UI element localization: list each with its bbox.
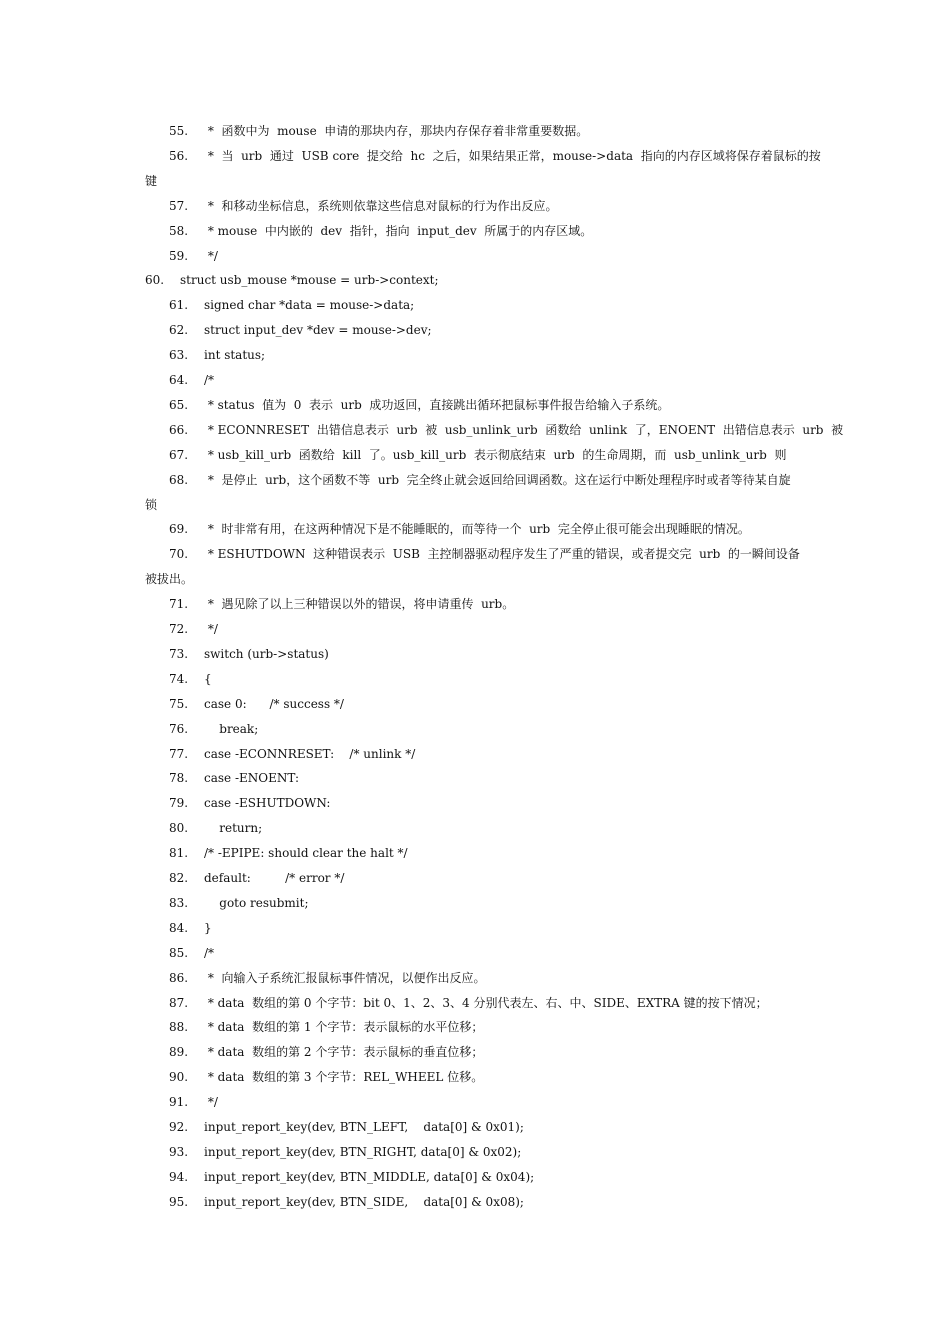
line-number: 87. bbox=[169, 996, 189, 1010]
line-text: return; bbox=[204, 821, 263, 835]
line-number: 57. bbox=[169, 199, 189, 213]
line-text: /* bbox=[204, 946, 215, 960]
line-text: * 向输入子系统汇报鼠标事件情况，以便作出反应。 bbox=[204, 971, 486, 985]
line-number: 65. bbox=[169, 398, 189, 412]
line-number: 90. bbox=[169, 1070, 189, 1084]
line-text: * status 值为 0 表示 urb 成功返回，直接跳出循环把鼠标事件报告给输入子系统。 bbox=[204, 398, 670, 412]
line-text: case -ENOENT: bbox=[204, 771, 299, 785]
line-text: * 是停止 urb，这个函数不等 urb 完全终止就会返回给回调函数。这在运行中断处理程序时或者等待某自旋 bbox=[204, 473, 791, 487]
line-number: 66. bbox=[169, 423, 189, 437]
line-text: input_report_key(dev, BTN_RIGHT, data[0] & 0x02); bbox=[204, 1145, 522, 1159]
line-text: * data 数组的第 2 个字节：表示鼠标的垂直位移； bbox=[204, 1045, 484, 1059]
line-number: 88. bbox=[169, 1020, 189, 1034]
line-number: 69. bbox=[169, 522, 189, 536]
line-number: 86. bbox=[169, 971, 189, 985]
line-number: 95. bbox=[169, 1195, 189, 1209]
line-text: /* bbox=[204, 373, 215, 387]
line-text: * data 数组的第 3 个字节：REL_WHEEL 位移。 bbox=[204, 1070, 484, 1084]
line-text: struct usb_mouse *mouse = urb->context; bbox=[180, 273, 439, 287]
line-number: 94. bbox=[169, 1170, 189, 1184]
line-number: 80. bbox=[169, 821, 189, 835]
line-number: 71. bbox=[169, 597, 189, 611]
line-number: 81. bbox=[169, 846, 189, 860]
line-text: case -ESHUTDOWN: bbox=[204, 796, 331, 810]
line-number: 83. bbox=[169, 896, 189, 910]
line-text: case -ECONNRESET: /* unlink */ bbox=[204, 747, 416, 761]
line-text: } bbox=[204, 921, 212, 935]
wrapped-text: 锁 bbox=[145, 498, 158, 512]
line-text: * 时非常有用，在这两种情况下是不能睡眠的，而等待一个 urb 完全停止很可能会出现睡眠的情况。 bbox=[204, 522, 750, 536]
line-number: 62. bbox=[169, 323, 189, 337]
line-number: 58. bbox=[169, 224, 189, 238]
line-text: default: /* error */ bbox=[204, 871, 345, 885]
line-text: * 函数中为 mouse 申请的那块内存，那块内存保存着非常重要数据。 bbox=[204, 124, 589, 138]
line-text: input_report_key(dev, BTN_SIDE, data[0] & 0x08); bbox=[204, 1195, 524, 1209]
line-number: 64. bbox=[169, 373, 189, 387]
line-text: switch (urb->status) bbox=[204, 647, 329, 661]
line-number: 67. bbox=[169, 448, 189, 462]
line-number: 82. bbox=[169, 871, 189, 885]
line-number: 63. bbox=[169, 348, 189, 362]
line-text: */ bbox=[204, 1095, 218, 1109]
line-number: 74. bbox=[169, 672, 189, 686]
line-number: 89. bbox=[169, 1045, 189, 1059]
line-text: signed char *data = mouse->data; bbox=[204, 298, 415, 312]
line-number: 84. bbox=[169, 921, 189, 935]
line-number: 78. bbox=[169, 771, 189, 785]
line-text: int status; bbox=[204, 348, 266, 362]
line-number: 61. bbox=[169, 298, 189, 312]
line-number: 79. bbox=[169, 796, 189, 810]
line-number: 93. bbox=[169, 1145, 189, 1159]
line-text: * 当 urb 通过 USB core 提交给 hc 之后，如果结果正常，mouse->data 指向的内存区域将保存着鼠标的按 bbox=[204, 149, 821, 163]
line-text: * 和移动坐标信息，系统则依靠这些信息对鼠标的行为作出反应。 bbox=[204, 199, 558, 213]
line-number: 76. bbox=[169, 722, 189, 736]
line-text: * 遇见除了以上三种错误以外的错误，将申请重传 urb。 bbox=[204, 597, 515, 611]
line-number: 92. bbox=[169, 1120, 189, 1134]
line-number: 70. bbox=[169, 547, 189, 561]
line-text: struct input_dev *dev = mouse->dev; bbox=[204, 323, 432, 337]
line-number: 72. bbox=[169, 622, 189, 636]
line-text: { bbox=[204, 672, 212, 686]
line-number: 85. bbox=[169, 946, 189, 960]
line-text: goto resubmit; bbox=[204, 896, 309, 910]
line-number: 60. bbox=[145, 273, 165, 287]
line-text: * mouse 中内嵌的 dev 指针，指向 input_dev 所属于的内存区域。 bbox=[204, 224, 593, 238]
line-number: 73. bbox=[169, 647, 189, 661]
line-text: * data 数组的第 0 个字节：bit 0、1、2、3、4 分别代表左、右、中、SIDE、EXTRA 键的按下情况； bbox=[204, 996, 768, 1010]
line-text: */ bbox=[204, 622, 218, 636]
line-number: 59. bbox=[169, 249, 189, 263]
line-number: 68. bbox=[169, 473, 189, 487]
line-number: 55. bbox=[169, 124, 189, 138]
line-number: 75. bbox=[169, 697, 189, 711]
line-text: */ bbox=[204, 249, 218, 263]
line-number: 91. bbox=[169, 1095, 189, 1109]
line-text: input_report_key(dev, BTN_MIDDLE, data[0] & 0x04); bbox=[204, 1170, 535, 1184]
wrapped-text: 被拔出。 bbox=[145, 572, 194, 586]
line-text: break; bbox=[204, 722, 259, 736]
line-number: 56. bbox=[169, 149, 189, 163]
line-text: * ESHUTDOWN 这种错误表示 USB 主控制器驱动程序发生了严重的错误，或者提交完 urb 的一瞬间设备 bbox=[204, 547, 800, 561]
line-text: case 0: /* success */ bbox=[204, 697, 344, 711]
line-number: 77. bbox=[169, 747, 189, 761]
line-text: input_report_key(dev, BTN_LEFT, data[0] & 0x01); bbox=[204, 1120, 524, 1134]
line-text: * ECONNRESET 出错信息表示 urb 被 usb_unlink_urb 函数给 unlink 了，ENOENT 出错信息表示 urb 被 bbox=[204, 423, 844, 437]
wrapped-text: 键 bbox=[145, 174, 158, 188]
line-text: * usb_kill_urb 函数给 kill 了。usb_kill_urb 表示彻底结束 urb 的生命周期，而 usb_unlink_urb 则 bbox=[204, 448, 787, 462]
line-text: /* -EPIPE: should clear the halt */ bbox=[204, 846, 408, 860]
line-text: * data 数组的第 1 个字节：表示鼠标的水平位移； bbox=[204, 1020, 484, 1034]
